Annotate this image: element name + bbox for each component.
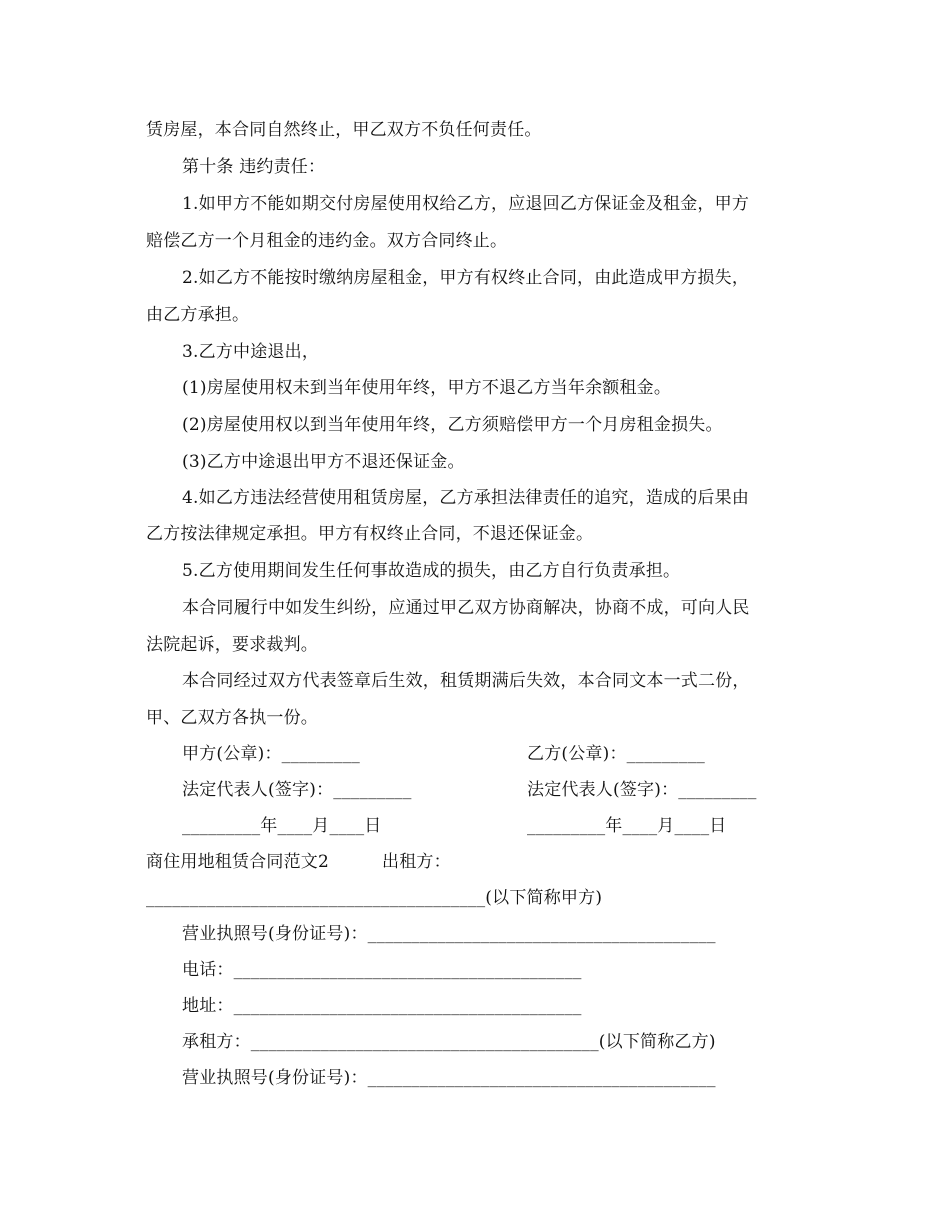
paragraph-line: 由乙方承担。: [146, 305, 250, 325]
lessor-field: _______________________________________(以下简称甲方): [146, 888, 603, 908]
paragraph-line: (3)乙方中途退出甲方不退还保证金。: [182, 452, 465, 472]
paragraph-line: 3.乙方中途退出，: [182, 342, 320, 362]
paragraph-line: 甲、乙双方各执一份。: [146, 708, 318, 728]
article-heading: 第十条 违约责任：: [182, 157, 326, 177]
party-b-seal-field: 乙方(公章)：_________: [527, 744, 705, 764]
paragraph-line: (2)房屋使用权以到当年使用年终，乙方须赔偿甲方一个月房租金损失。: [182, 415, 723, 435]
lessor-license-field: 营业执照号(身份证号)：________________________________________: [182, 924, 716, 944]
paragraph-line: 1.如甲方不能如期交付房屋使用权给乙方，应退回乙方保证金及租金，甲方: [182, 194, 750, 214]
paragraph-line: 赔偿乙方一个月租金的违约金。双方合同终止。: [146, 231, 508, 251]
paragraph-line: 2.如乙方不能按时缴纳房屋租金，甲方有权终止合同，由此造成甲方损失，: [182, 268, 750, 288]
paragraph-line: 本合同经过双方代表签章后生效，租赁期满后失效，本合同文本一式二份，: [182, 671, 750, 691]
party-a-seal-field: 甲方(公章)：_________: [182, 744, 360, 764]
lessee-field: 承租方：________________________________________(以下简称乙方): [182, 1032, 716, 1052]
paragraph-line: 赁房屋，本合同自然终止，甲乙双方不负任何责任。: [146, 120, 542, 140]
lessor-address-field: 地址：________________________________________: [182, 996, 582, 1016]
party-b-date-field: _________年____月____日: [527, 816, 727, 836]
paragraph-line: 本合同履行中如发生纠纷，应通过甲乙双方协商解决，协商不成，可向人民: [182, 598, 750, 618]
lessee-license-field: 营业执照号(身份证号)：________________________________________: [182, 1068, 716, 1088]
party-b-representative-field: 法定代表人(签字)：_________: [527, 780, 757, 800]
party-a-representative-field: 法定代表人(签字)：_________: [182, 780, 412, 800]
lessor-label: 出租方：: [382, 852, 451, 872]
party-a-date-field: _________年____月____日: [182, 816, 382, 836]
paragraph-line: (1)房屋使用权未到当年使用年终，甲方不退乙方当年余额租金。: [182, 378, 672, 398]
second-contract-heading: 商住用地租赁合同范文2: [146, 852, 330, 872]
lessor-phone-field: 电话：________________________________________: [182, 960, 582, 980]
paragraph-line: 法院起诉，要求裁判。: [146, 635, 318, 655]
paragraph-line: 4.如乙方违法经营使用租赁房屋，乙方承担法律责任的追究，造成的后果由: [182, 488, 750, 508]
paragraph-line: 5.乙方使用期间发生任何事故造成的损失，由乙方自行负责承担。: [182, 561, 681, 581]
paragraph-line: 乙方按法律规定承担。甲方有权终止合同，不退还保证金。: [146, 524, 594, 544]
